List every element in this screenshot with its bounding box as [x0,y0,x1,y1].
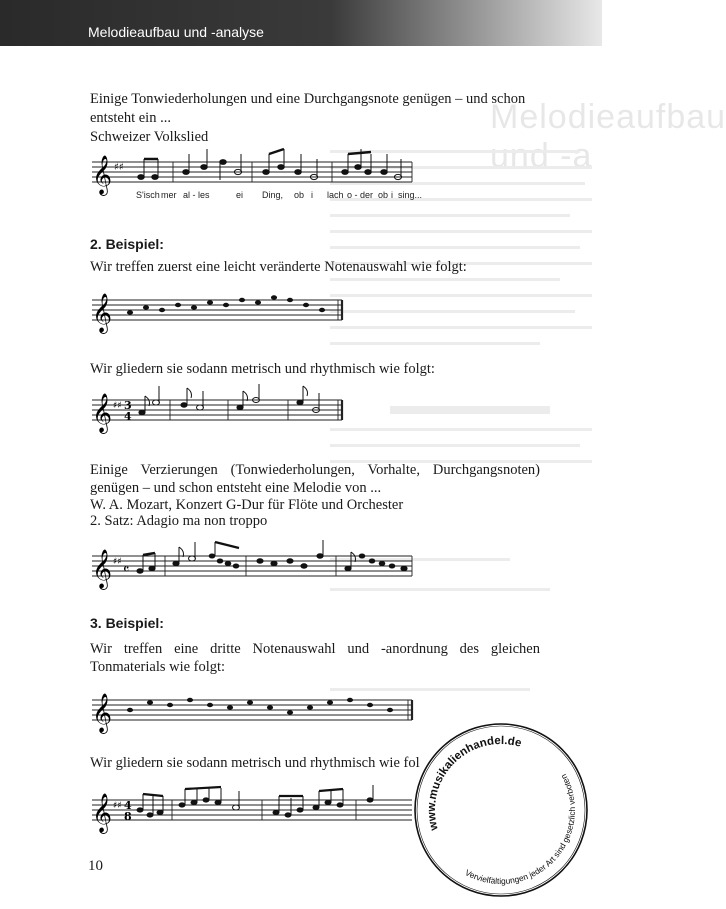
example2-text: Wir treffen zuerst eine leicht veränderte Notenauswahl wie folgt: [90,259,467,275]
lyric-syllable: al - les [183,190,210,200]
ghost-heading: Melodieaufbau und -a [490,98,726,175]
time-signature-bottom: 4 [124,410,132,423]
lyric-syllable: sing... [398,190,423,200]
lyric-syllable: i [311,190,313,200]
lyric-syllable: ei [236,190,244,200]
staff-example2-rhythm [0,388,602,433]
key-signature-icon: ♯♯ [113,801,122,811]
example3-heading: 3. Beispiel: [90,615,164,631]
mozart-title: W. A. Mozart, Konzert G-Dur für Flöte und Orchester [90,497,404,513]
watermark-notice-text: Vervielfältigungen jeder Art sind gesetzlich verboten [463,772,578,887]
treble-clef-icon: 𝄞 [92,393,113,433]
lyrics-line [136,190,422,200]
lyric-syllable: lach [327,190,344,200]
treble-clef-icon: 𝄞 [92,793,113,833]
lyric-syllable: Ding, [262,190,284,200]
treble-clef-icon: 𝄞 [92,549,113,589]
notes-volkslied [138,149,402,180]
running-header [0,0,602,46]
lyric-syllable: ob [294,190,305,200]
lyric-syllable: S'isch [136,190,160,200]
time-signature-bottom: 8 [124,810,132,823]
ornaments-line-1: Einige Verzierungen (Tonwiederholungen, Vorhalte, Durchgangsnoten) [90,462,540,478]
header-title: Melodieaufbau und -analyse [88,24,264,40]
lyric-syllable: mer [161,190,177,200]
lyric-syllable: o - der [347,190,374,200]
key-signature-icon: ♯♯ [113,557,122,567]
example3-line-1: Wir treffen eine dritte Notenauswahl und -anordnung des gleichen [90,641,540,657]
song-title: Schweizer Volkslied [90,129,209,145]
watermark-url-text: www.musikalienhandel.de [425,734,523,832]
staff-example2-notes [0,288,602,333]
ornaments-line-2: genügen – und schon entsteht eine Melodie von ... [90,480,382,496]
treble-clef-icon: 𝄞 [92,693,113,733]
time-signature-top: 4 [124,799,132,812]
notes-mozart [137,540,407,573]
time-signature-top: 3 [124,399,132,412]
intro-paragraph: Einige Tonwiederholungen und eine Durchgangsnote genügen – und schon entsteht ein ... [90,91,526,126]
common-time-icon: 𝄴 [123,562,130,578]
key-signature-icon: ♯♯ [113,401,122,411]
lyric-syllable: ob [378,190,389,200]
example2-heading: 2. Beispiel: [90,236,164,252]
staff-mozart [0,544,602,589]
mozart-movement: 2. Satz: Adagio ma non troppo [90,513,268,529]
page-number: 10 [88,858,103,874]
treble-clef-icon: 𝄞 [92,155,113,195]
treble-clef-icon: 𝄞 [92,293,113,333]
example2-rhythm-text: Wir gliedern sie sodann metrisch und rhythmisch wie folgt: [90,361,435,377]
example3-line-2: Tonmaterials wie folgt: [90,659,226,675]
lyric-syllable: i [391,190,393,200]
example3-rhythm-text: Wir gliedern sie sodann metrisch und rhythmisch wie fol [90,755,420,771]
staff-volkslied [0,148,602,208]
key-signature-icon: ♯♯ [114,162,124,173]
watermark-stamp [413,722,589,898]
